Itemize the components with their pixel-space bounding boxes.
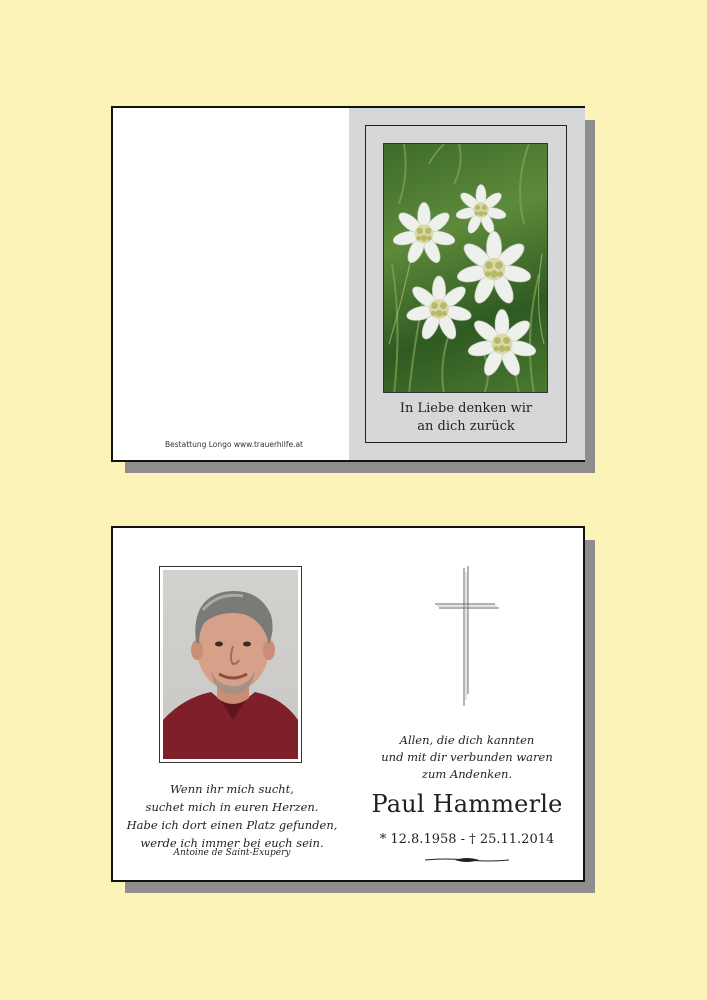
portrait-photo (163, 570, 298, 759)
card-front (111, 106, 585, 462)
dedication-line: Allen, die dich kannten (399, 733, 535, 747)
dedication-line: und mit dir verbunden waren (381, 750, 553, 764)
card-inside (111, 526, 585, 882)
cover-motto (366, 400, 566, 436)
quote-line: Habe ich dort einen Platz gefunden, (126, 818, 338, 832)
portrait-frame (159, 566, 302, 763)
quote-line: werde ich immer bei euch sein. (140, 836, 324, 850)
deceased-name: Paul Hammerle (371, 790, 563, 818)
edelweiss-flowers-icon (384, 144, 548, 393)
motto-line: In Liebe denken wir (399, 401, 533, 416)
motto-line: an dich zurück (417, 419, 515, 434)
quote-line: Wenn ihr mich sucht, (170, 782, 294, 796)
cross-icon (431, 566, 501, 708)
quote-author: Antoine de Saint-Exupéry (173, 848, 291, 858)
divider-ornament-icon (425, 856, 509, 864)
quote-line: suchet mich in euren Herzen. (145, 800, 319, 814)
dedication (351, 732, 583, 783)
cover-panel (349, 108, 585, 460)
edelweiss-photo (383, 143, 548, 393)
portrait-person-icon (163, 570, 298, 759)
funeral-home-imprint: Bestattung Longo www.trauerhilfe.at (165, 440, 303, 449)
dedication-line: zum Andenken. (421, 767, 513, 781)
cover-frame (365, 125, 567, 443)
life-dates: * 12.8.1958 - † 25.11.2014 (379, 832, 555, 847)
memorial-quote (121, 780, 343, 852)
